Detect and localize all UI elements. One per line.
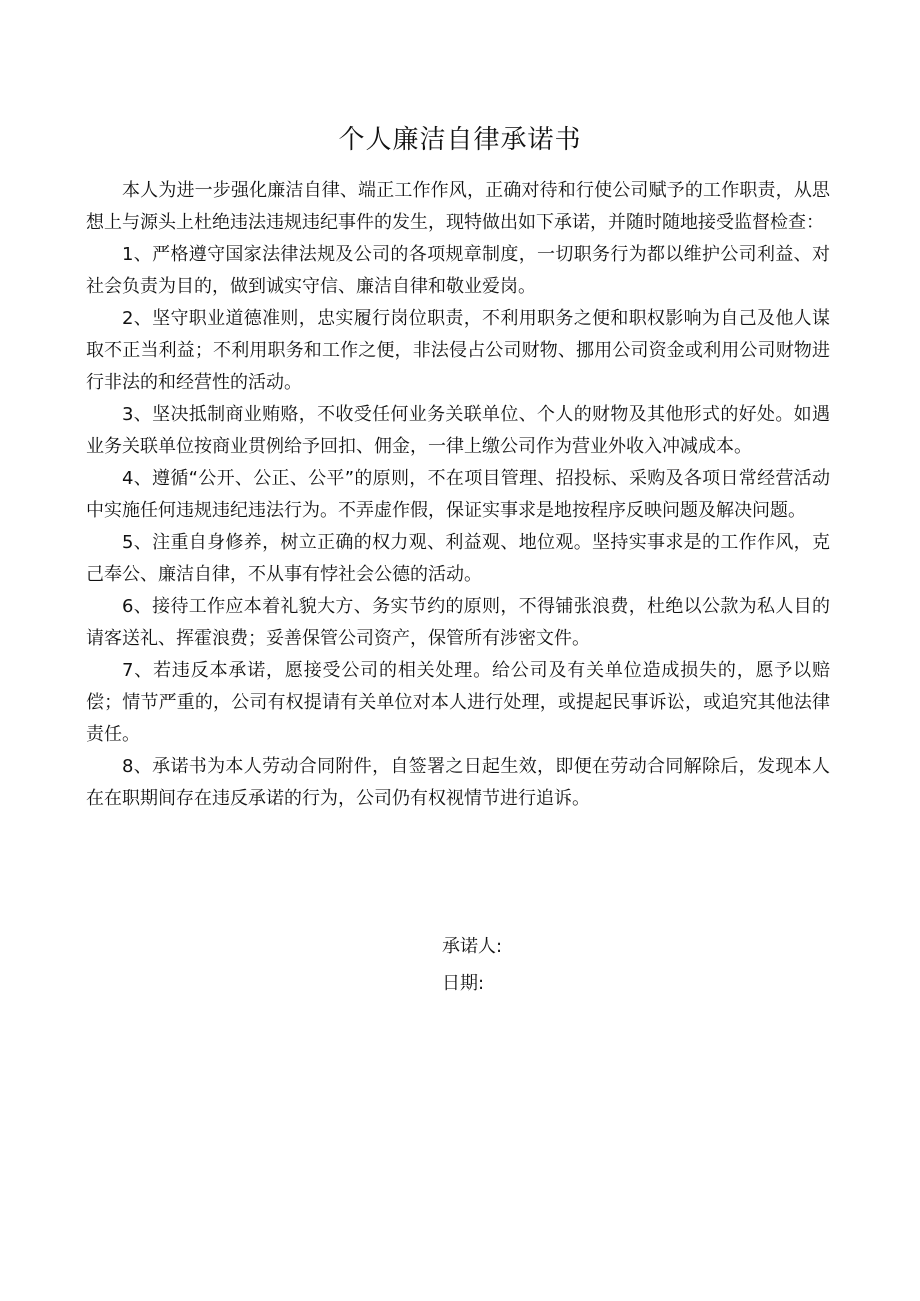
commitment-item-3: 3、坚决抵制商业贿赂，不收受任何业务关联单位、个人的财物及其他形式的好处。如遇业务关联单位按商业贯例给予回扣、佣金，一律上缴公司作为营业外收入冲减成本。 bbox=[86, 404, 830, 457]
signature-block bbox=[442, 928, 642, 1002]
commitment-item-4: 4、遵循“公开、公正、公平”的原则，不在项目管理、招投标、采购及各项日常经营活动中实施任何违规违纪违法行为。不弄虚作假，保证实事求是地按程序反映问题及解决问题。 bbox=[86, 468, 830, 521]
commitment-item-7: 7、若违反本承诺，愿接受公司的相关处理。给公司及有关单位造成损失的，愿予以赔偿；情节严重的，公司有权提请有关单位对本人进行处理，或提起民事诉讼，或追究其他法律责任。 bbox=[86, 660, 830, 745]
intro-paragraph: 本人为进一步强化廉洁自律、端正工作作风，正确对待和行使公司赋予的工作职责，从思想上与源头上杜绝违法违规违纪事件的发生，现特做出如下承诺，并随时随地接受监督检查： bbox=[86, 180, 830, 233]
commitment-item-1: 1、严格遵守国家法律法规及公司的各项规章制度，一切职务行为都以维护公司利益、对社会负责为目的，做到诚实守信、廉洁自律和敬业爱岗。 bbox=[86, 244, 830, 297]
commitment-item-8: 8、承诺书为本人劳动合同附件，自签署之日起生效，即便在劳动合同解除后，发现本人在在职期间存在违反承诺的行为，公司仍有权视情节进行追诉。 bbox=[86, 756, 830, 809]
document-body bbox=[86, 175, 830, 815]
commitment-item-5: 5、注重自身修养，树立正确的权力观、利益观、地位观。坚持实事求是的工作作风，克己奉公、廉洁自律，不从事有悖社会公德的活动。 bbox=[86, 532, 830, 585]
commitment-item-6: 6、接待工作应本着礼貌大方、务实节约的原则，不得铺张浪费，杜绝以公款为私人目的请客送礼、挥霍浪费；妥善保管公司资产，保管所有涉密文件。 bbox=[86, 596, 830, 649]
commitment-item-2: 2、坚守职业道德准则，忠实履行岗位职责，不利用职务之便和职权影响为自己及他人谋取不正当利益；不利用职务和工作之便，非法侵占公司财物、挪用公司资金或利用公司财物进行非法的和经营性的活动。 bbox=[86, 308, 830, 393]
document-title: 个人廉洁自律承诺书 bbox=[338, 125, 582, 156]
signer-label: 承诺人: bbox=[442, 936, 503, 957]
date-label: 日期: bbox=[442, 973, 485, 994]
